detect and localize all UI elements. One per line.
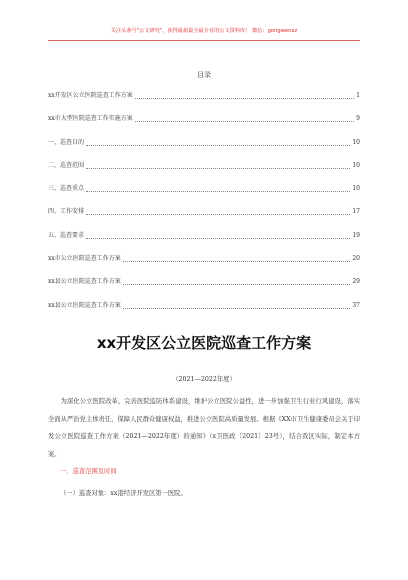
- document-title: xx开发区公立医院巡查工作方案: [96, 334, 312, 352]
- section-heading: 一、巡查范围及时间: [60, 468, 117, 475]
- toc-leader: [123, 255, 351, 262]
- toc-item-page: 17: [352, 208, 360, 216]
- header-rule: [48, 40, 360, 41]
- table-of-contents: [48, 92, 360, 325]
- toc-item[interactable]: [48, 255, 360, 278]
- toc-leader: [135, 92, 354, 99]
- toc-item-label: xx开发区公立医院巡查工作方案: [48, 92, 133, 99]
- toc-item-page: 1: [356, 92, 360, 99]
- toc-item[interactable]: [48, 278, 360, 301]
- toc-item-label: xx县公立医院巡查工作方案: [48, 278, 121, 286]
- toc-item-page: 10: [352, 185, 360, 193]
- intro-paragraph: 为深化公立医院改革，完善医院监防体系建设，维护公立医院公益性，进一步加强卫生行业行风建设，落实全面从严治党主体责任，保障人民群众健康权益，推进公立医院高质量发展。根据《XX市卫生健康委员会关于印发公立医院巡查工作方案（2021—2022年度）的通知》（x卫医政〔2021〕23号），结合我区实际，制定本方案。: [48, 398, 360, 458]
- toc-item-page: 9: [356, 115, 360, 123]
- toc-item[interactable]: [48, 92, 360, 115]
- toc-item-label: 三、巡查重点: [48, 185, 85, 193]
- toc-item-page: 10: [352, 161, 360, 169]
- toc-leader: [86, 232, 350, 239]
- toc-item-label: 一、巡查目的: [48, 138, 85, 146]
- toc-item[interactable]: [48, 185, 360, 208]
- toc-item-page: 37: [352, 301, 360, 309]
- toc-leader: [86, 185, 350, 192]
- toc-item-label: 五、巡查要求: [48, 231, 85, 239]
- toc-item[interactable]: [48, 208, 360, 231]
- toc-item-page: 10: [352, 138, 360, 146]
- toc-item[interactable]: [48, 232, 360, 255]
- toc-item[interactable]: [48, 302, 360, 325]
- toc-item-page: 29: [352, 278, 360, 286]
- toc-leader: [135, 115, 354, 122]
- toc-title: 目录: [197, 71, 211, 79]
- toc-leader: [123, 302, 351, 309]
- document-date: （2021—2022年度）: [172, 376, 236, 383]
- toc-leader: [86, 208, 350, 215]
- toc-item-label: xx市大型医院巡查工作实施方案: [48, 115, 133, 123]
- toc-item[interactable]: [48, 115, 360, 138]
- subsection-text: （一）巡查对象：xx港经济开发区第一医院。: [60, 490, 187, 497]
- toc-item-label: xx县公立医院巡查工作方案: [48, 301, 121, 309]
- toc-leader: [123, 278, 351, 285]
- toc-item-label: xx市公立医院巡查工作方案: [48, 255, 121, 263]
- header-banner: 关注头条号"公文研究"，获得最新最全最专业的公文资料库！ 微信：gongwenxz: [110, 28, 298, 34]
- toc-item-page: 20: [352, 255, 360, 263]
- toc-item[interactable]: [48, 139, 360, 162]
- toc-item-label: 四、工作安排: [48, 208, 85, 216]
- toc-leader: [86, 139, 350, 146]
- toc-item-page: 19: [352, 231, 360, 239]
- toc-item[interactable]: [48, 162, 360, 185]
- toc-item-label: 二、巡查范围: [48, 161, 85, 169]
- toc-leader: [86, 162, 350, 169]
